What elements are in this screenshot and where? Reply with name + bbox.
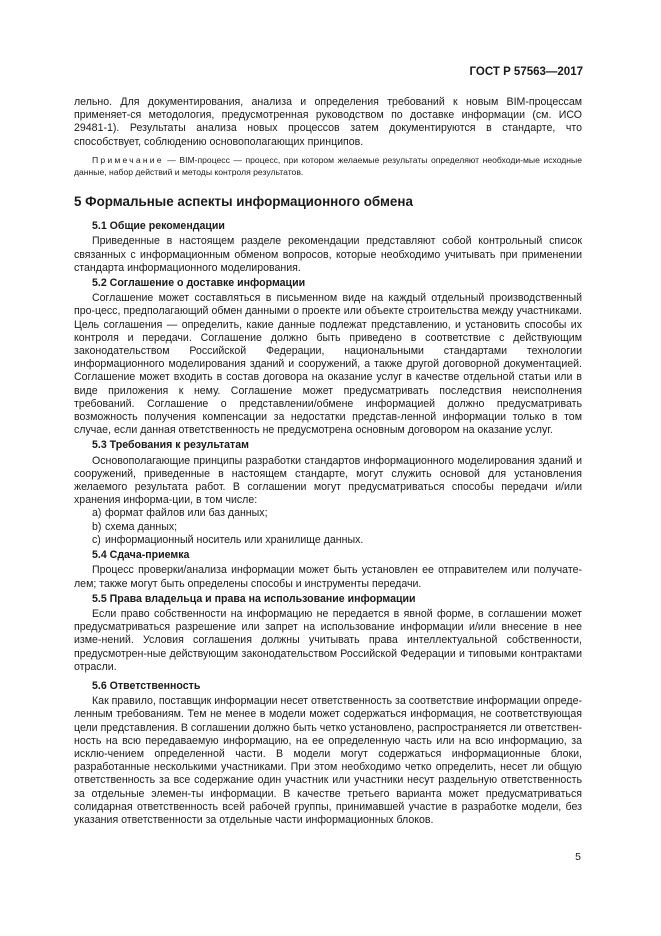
list-item-text: формат файлов или баз данных; xyxy=(105,507,268,520)
section-5-1-text: Приведенные в настоящем разделе рекомендации представляют собой контрольный список связанных с информационным обменом вопросов, которые необходимо учитывать при применении стандарта информационного моделирования. xyxy=(74,235,582,274)
note-label: Примечание xyxy=(92,154,164,165)
section-5-2-text: Соглашение может составляться в письменном виде на каждый отдельный производственный про-цесс, предполагающий обмен данными о проекте или объекте строительства между участниками. Цель соглашения — определить, какие данные подлежат представлению, и установить способы их контроля и передачи. Соглашение должно быть приведено в соответствие с действующим законодательством Российской Федерации, национальными стандартами технологии информационного моделирования зданий и сооружений, а также другой договорной документацией. Соглашение может входить в состав договора на оказание услуг в качестве отдельной статьи или в виде приложения к нему. Соглашение может предусматривать последствия неисполнения требований. Соглашение о представлении/обмене информацией должно предусматривать возможность получения компенсации за недостатки представ-ленной информации только в том случае, если данная ответственность не предусмотрена основным договором на оказание услуг. xyxy=(74,292,582,437)
section-5-5-text: Если право собственности на информацию не передается в явной форме, в соглашении может предусматриваться разрешение или запрет на использование информации и/или внесение в нее изме-нений. Условия соглашения должны учитывать права интеллектуальной собственности, предусмотрен-ные действующим законодательством Российской Федерации и типовыми контрактами отрасли. xyxy=(74,607,582,673)
list-item-label: с) xyxy=(92,533,101,546)
section-5-6-heading: 5.6 Ответственность xyxy=(92,679,201,692)
section-5-title: 5 Формальные аспекты информационного обмена xyxy=(74,194,413,210)
section-5-4-text: Процесс проверки/анализа информации может быть установлен ее отправителем или получате-лем; также могут быть определены способы и инструменты передачи. xyxy=(74,564,582,590)
intro-paragraph: лельно. Для документирования, анализа и определения требований к новым BIM-процессам применяет-ся методология, предусмотренная руководством по доставке информации (см. ИСО 29481-1). Результаты анализа новых процессов затем документируются в стандарте, что способствует, соблюдению основополагающих принципов. xyxy=(74,96,582,148)
note-text: — BIM-процесс — процесс, при котором желаемые результаты определяют необходи-мые исходные данные, набор действий и методы контроля результатов. xyxy=(74,154,582,178)
section-5-4-heading: 5.4 Сдача-приемка xyxy=(92,549,190,562)
note-paragraph xyxy=(74,154,582,178)
list-item xyxy=(74,534,582,547)
list-item-text: схема данных; xyxy=(105,520,178,533)
list-item-label: а) xyxy=(92,507,102,520)
list-item xyxy=(74,507,582,520)
list-item-text: информационный носитель или хранилище данных. xyxy=(105,533,364,546)
section-5-6-text: Как правило, поставщик информации несет ответственность за соответствие информации опреде-ленным требованиям. Тем не менее в модели может содержаться информация, не соответствующая цели представления. В соглашении должно быть четко установлено, распространяется ли ответствен-ность на всю передаваемую информацию, на ее определенную часть или на всю информацию, за исклю-чением определенной части. В модели могут содержаться информационные блоки, разработанные несколькими участниками. При этом необходимо четко определить, несет ли общую ответственность за все содержание один участник или участники несут раздельную ответственность за отдельные элемен-ты информации. В качестве третьего варианта может предусматриваться солидарная ответственность всей рабочей группы, принимавшей участие в разработке модели, без указания ответственности за отдельные части информационных блоков. xyxy=(74,695,582,826)
section-5-3-heading: 5.3 Требования к результатам xyxy=(92,439,249,452)
section-5-3-text: Основополагающие принципы разработки стандартов информационного моделирования зданий и сооружений, приведенные в настоящем стандарте, могут служить основой для установления желаемого результата работ. В соглашении могут предусматриваться способы передачи и/или хранения информа-ции, в том числе: xyxy=(74,454,582,507)
list-item-label: b) xyxy=(92,520,102,533)
section-5-1-heading: 5.1 Общие рекомендации xyxy=(92,220,225,233)
page-content xyxy=(74,96,582,827)
page-number: 5 xyxy=(575,851,581,863)
list-item xyxy=(74,521,582,534)
document-code-header: ГОСТ Р 57563—2017 xyxy=(469,66,583,78)
section-5-2-heading: 5.2 Соглашение о доставке информации xyxy=(92,277,306,290)
section-5-5-heading: 5.5 Права владельца и права на использование информации xyxy=(92,592,416,605)
